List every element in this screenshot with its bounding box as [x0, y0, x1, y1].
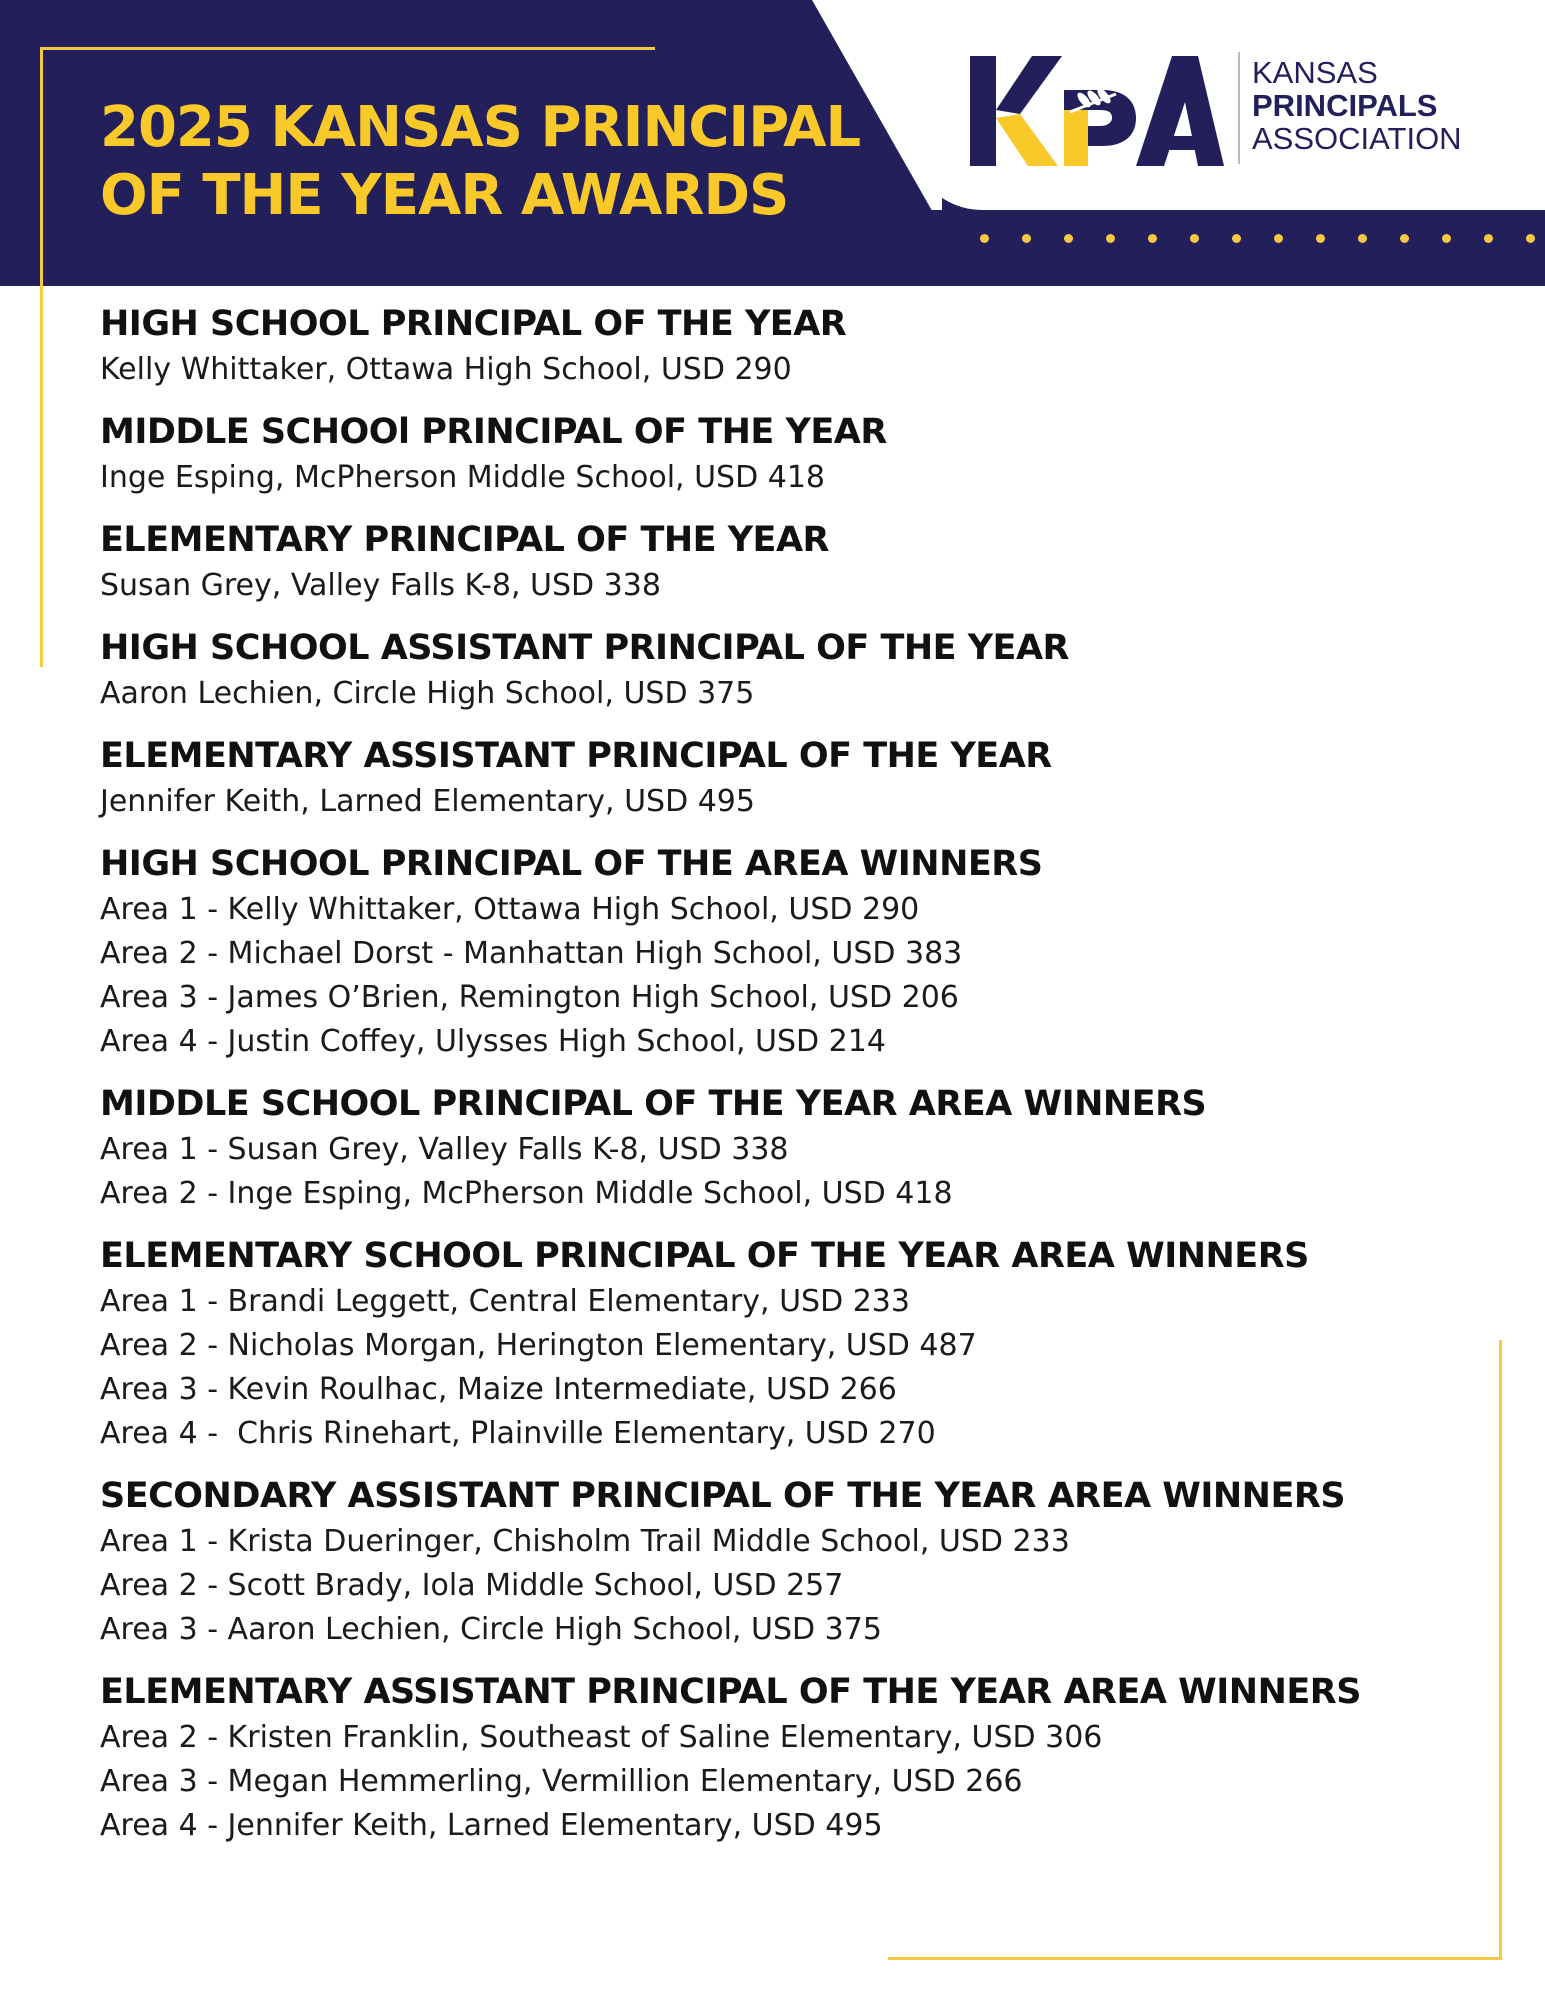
award-entry: Kelly Whittaker, Ottawa High School, USD 290: [100, 352, 792, 387]
award-heading: ELEMENTARY PRINCIPAL OF THE YEAR: [100, 520, 829, 560]
award-heading: MIDDLE SCHOOl PRINCIPAL OF THE YEAR: [100, 412, 887, 452]
award-entry: Inge Esping, McPherson Middle School, USD 418: [100, 460, 825, 495]
award-entry: Susan Grey, Valley Falls K-8, USD 338: [100, 568, 661, 603]
award-heading: SECONDARY ASSISTANT PRINCIPAL OF THE YEAR AREA WINNERS: [100, 1476, 1346, 1516]
award-entry: Area 3 - Aaron Lechien, Circle High School, USD 375: [100, 1612, 882, 1647]
dot: [1316, 234, 1325, 243]
award-entry: Area 3 - Kevin Roulhac, Maize Intermediate, USD 266: [100, 1372, 897, 1407]
dot: [1484, 234, 1493, 243]
dot: [1106, 234, 1115, 243]
dot: [1400, 234, 1409, 243]
frame-top-line: [40, 47, 655, 50]
dot: [1148, 234, 1157, 243]
award-section: [100, 840, 1480, 1064]
page-title-line-1: 2025 KANSAS PRINCIPAL: [100, 95, 861, 160]
logo-text-line-2: PRINCIPALS: [1252, 88, 1438, 123]
award-entry: Jennifer Keith, Larned Elementary, USD 495: [100, 784, 755, 819]
award-heading: ELEMENTARY ASSISTANT PRINCIPAL OF THE YEAR AREA WINNERS: [100, 1672, 1361, 1712]
award-heading: MIDDLE SCHOOL PRINCIPAL OF THE YEAR AREA WINNERS: [100, 1084, 1207, 1124]
award-heading: HIGH SCHOOL PRINCIPAL OF THE AREA WINNERS: [100, 844, 1043, 884]
dot: [1442, 234, 1451, 243]
dot: [1232, 234, 1241, 243]
award-section: [100, 516, 1480, 608]
award-section: [100, 1232, 1480, 1456]
logo-a-bar: [1166, 136, 1202, 150]
page-title-line-2: OF THE YEAR AWARDS: [100, 163, 789, 228]
kpa-logo-mark: [966, 52, 1226, 170]
award-entry: Area 3 - Megan Hemmerling, Vermillion Elementary, USD 266: [100, 1764, 1023, 1799]
dot: [1526, 234, 1535, 243]
dot: [1190, 234, 1199, 243]
award-entry: Area 2 - Michael Dorst - Manhattan High School, USD 383: [100, 936, 963, 971]
frame-left-line: [40, 47, 43, 667]
award-entry: Area 4 - Jennifer Keith, Larned Elementary, USD 495: [100, 1808, 883, 1843]
award-section: [100, 1080, 1480, 1216]
award-heading: ELEMENTARY SCHOOL PRINCIPAL OF THE YEAR AREA WINNERS: [100, 1236, 1309, 1276]
page-title: [100, 94, 880, 230]
dot: [1022, 234, 1031, 243]
award-entry: Area 1 - Susan Grey, Valley Falls K-8, USD 338: [100, 1132, 789, 1167]
award-entry: Area 1 - Brandi Leggett, Central Elementary, USD 233: [100, 1284, 910, 1319]
award-entry: Area 2 - Scott Brady, Iola Middle School, USD 257: [100, 1568, 844, 1603]
award-heading: HIGH SCHOOL ASSISTANT PRINCIPAL OF THE YEAR: [100, 628, 1069, 668]
award-entry: Area 1 - Kelly Whittaker, Ottawa High School, USD 290: [100, 892, 920, 927]
logo-text-line-1: KANSAS: [1252, 55, 1378, 90]
award-section: [100, 300, 1480, 392]
logo-text: [1252, 56, 1462, 155]
frame-right-line: [1499, 1340, 1502, 1960]
awards-list: [100, 300, 1480, 1864]
logo-k-arm: [996, 56, 1062, 114]
logo-divider: [1238, 52, 1240, 164]
dot: [1274, 234, 1283, 243]
frame-bottom-line: [888, 1957, 1502, 1960]
award-entry: Area 4 - Chris Rinehart, Plainville Elementary, USD 270: [100, 1416, 936, 1451]
award-entry: Area 2 - Inge Esping, McPherson Middle School, USD 418: [100, 1176, 953, 1211]
award-entry: Area 1 - Krista Dueringer, Chisholm Trail Middle School, USD 233: [100, 1524, 1070, 1559]
dot: [1064, 234, 1073, 243]
award-section: [100, 1668, 1480, 1848]
award-entry: Area 2 - Kristen Franklin, Southeast of Saline Elementary, USD 306: [100, 1720, 1103, 1755]
logo-text-line-3: ASSOCIATION: [1252, 121, 1462, 156]
decorative-dot-row: [980, 232, 1535, 244]
logo-k-leg: [996, 114, 1058, 166]
award-section: [100, 408, 1480, 500]
logo-k-stem: [970, 56, 996, 166]
award-section: [100, 1472, 1480, 1652]
award-heading: ELEMENTARY ASSISTANT PRINCIPAL OF THE YEAR: [100, 736, 1052, 776]
dot: [1358, 234, 1367, 243]
award-section: [100, 732, 1480, 824]
award-entry: Area 3 - James O’Brien, Remington High School, USD 206: [100, 980, 959, 1015]
dot: [980, 234, 989, 243]
award-entry: Aaron Lechien, Circle High School, USD 375: [100, 676, 755, 711]
award-entry: Area 2 - Nicholas Morgan, Herington Elementary, USD 487: [100, 1328, 977, 1363]
award-section: [100, 624, 1480, 716]
award-entry: Area 4 - Justin Coffey, Ulysses High School, USD 214: [100, 1024, 886, 1059]
award-heading: HIGH SCHOOL PRINCIPAL OF THE YEAR: [100, 304, 847, 344]
